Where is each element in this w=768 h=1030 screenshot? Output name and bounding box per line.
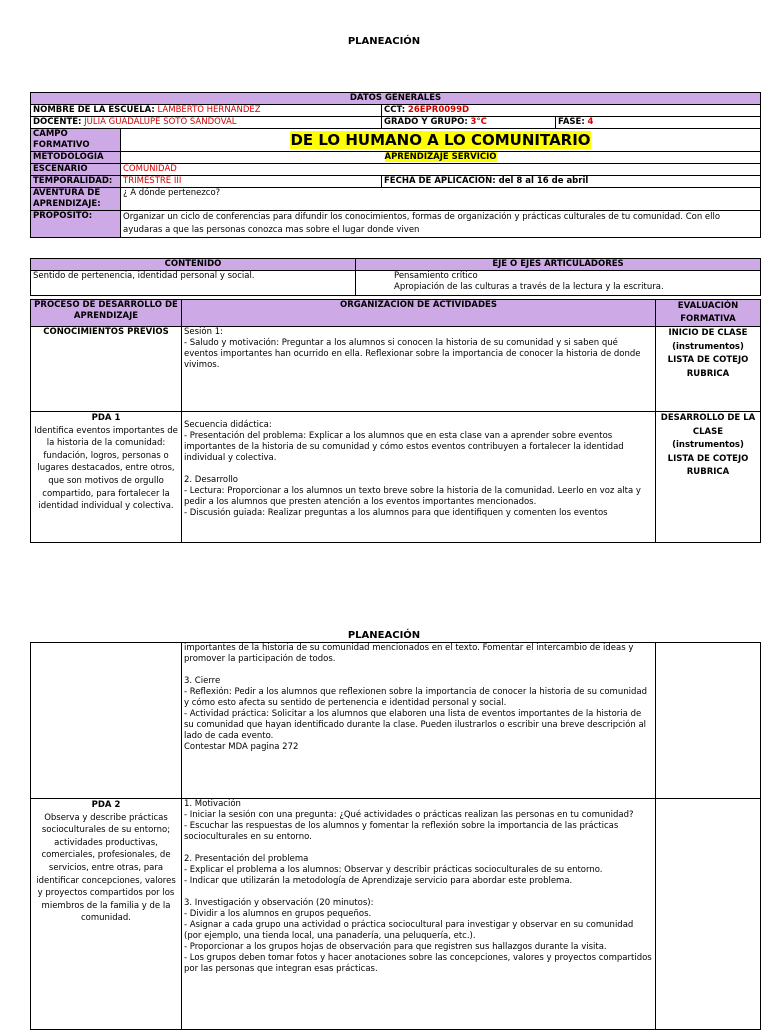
contenido-header: CONTENIDO [31, 259, 356, 271]
conocimientos-label: CONOCIMIENTOS PREVIOS [31, 327, 182, 412]
pda2-eval-cell [656, 799, 761, 1030]
ejes-header: EJE O EJES ARTICULADORES [356, 259, 761, 271]
temporalidad-label: TEMPORALIDAD: [31, 176, 121, 188]
pda2-activities: 1. Motivación - Iniciar la sesión con una pregunta: ¿Qué actividades o prácticas realizan las personas en tu comunidad? - Escuchar las respuestas de los alumnos y fomentar la reflexión sobre la importancia de las prácticas socioculturales en su entorno. 2. Presentación del problema - Explicar el problema a los alumnos: Observar y describir prácticas socioculturales de su entorno. - Indicar que utilizarán la metodología de Aprendizaje servicio para abordar este problema. 3. Investigación y observación (20 minutos): - Dividir a los alumnos en grupos pequeños. - Asignar a cada grupo una actividad o práctica sociocultural para investigar y observar en su comunidad (por ejemplo, una tienda local, una panadería, una peluquería, etc.). - Proporcionar a los grupos hojas de observación para que registren sus hallazgos durante la visita. - Los grupos deben tomar fotos y hacer anotaciones sobre las concepciones, valores y proyectos compartidos por las personas que integran esas prácticas. [182, 799, 656, 1030]
fecha-cell: FECHA DE APLICACIÓN: del 8 al 16 de abril [382, 176, 761, 188]
eje-2: Apropiación de las culturas a través de la lectura y la escritura. [394, 282, 664, 292]
aventura-label: AVENTURA DE APRENDIZAJE: [31, 188, 121, 211]
ejes-cell [356, 271, 761, 296]
campo-value: DE LO HUMANO A LO COMUNITARIO [290, 130, 591, 149]
proposito-label: PROPÓSITO: [31, 211, 121, 238]
page-title: PLANEACIÓN [347, 36, 421, 47]
general-data-table [30, 92, 761, 238]
aventura-value: ¿ A dónde pertenezco? [121, 188, 761, 211]
contenido-table [30, 258, 761, 296]
pda2-title: PDA 2 [91, 800, 121, 810]
evaluacion-header: EVALUACIÓN FORMATIVA [656, 300, 761, 327]
campo-label: CAMPO FORMATIVO [31, 129, 121, 152]
pda1-title: PDA 1 [91, 413, 121, 423]
pda2-cell [31, 799, 182, 1030]
datos-generales-header: DATOS GENERALES [31, 93, 761, 105]
escenario-label: ESCENARIO [31, 164, 121, 176]
fecha-value: del 8 al 16 de abril [498, 176, 589, 186]
metodologia-cell [121, 152, 761, 164]
fase-value: 4 [587, 117, 594, 127]
secuencia-text: Secuencia didáctica: - Presentación del problema: Explicar a los alumnos que en esta clase van a aprender sobre eventos importantes de la historia de su comunidad y cómo estos eventos contribuyen a fortalecer la identidad individual y colectiva. 2. Desarrollo - Lectura: Proporcionar a los alumnos un texto breve sobre la historia de la comunidad. Leerlo en voz alta y pedir a los alumnos que presten atención a los eventos importantes mencionados. - Discusión guiada: Realizar preguntas a los alumnos para que identifiquen y comenten los eventos [182, 412, 656, 543]
activities-table-continued [30, 642, 761, 1030]
contenido-value: Sentido de pertenencia, identidad personal y social. [31, 271, 356, 296]
page2-title: PLANEACIÓN [347, 630, 421, 641]
pda1-text: Identifica eventos importantes de la historia de la comunidad: fundación, logros, personas o lugares destacados, entre otros, que son motivos de orgullo compartido, para fortalecer la identidad individual y colectiva. [34, 425, 178, 512]
docente-cell: DOCENTE: JULIA GUADALUPE SOTO SANDOVAL [31, 117, 382, 129]
proceso-header: PROCESO DE DESARROLLO DE APRENDIZAJE [31, 300, 182, 327]
pda2-text: Observa y describe prácticas socioculturales de su entorno; actividades productivas, comerciales, profesionales, de servicios, entre otras, para identificar concepciones, valores y proyectos compartidos por los miembros de la familia y de la comunidad. [36, 812, 176, 924]
empty-eval-cell [656, 643, 761, 799]
proposito-value: Organizar un ciclo de conferencias para difundir los conocimientos, formas de organización y prácticas culturales de tu comunidad. Con ello ayudaras a que las personas conozca mas sobre el lugar donde viven [121, 211, 761, 238]
escenario-value: COMUNIDAD [121, 164, 761, 176]
escuela-value: LAMBERTO HERNANDEZ [157, 105, 261, 115]
activities-table [30, 299, 761, 543]
inicio-eval: INICIO DE CLASE (instrumentos) LISTA DE COTEJO RUBRICA [656, 327, 761, 412]
temporalidad-value: TRIMESTRE III [121, 176, 382, 188]
cct-cell: CCT: 26EPR0099D [382, 105, 761, 117]
metodologia-label: METODOLOGÍA [31, 152, 121, 164]
desarrollo-eval: DESARROLLO DE LA CLASE (instrumentos) LISTA DE COTEJO RUBRICA [656, 412, 761, 543]
empty-proceso-cell [31, 643, 182, 799]
grado-cell: GRADO Y GRUPO: 3°C [382, 117, 556, 129]
cct-value: 26EPR0099D [407, 105, 470, 115]
sesion-text: Sesión 1: - Saludo y motivación: Preguntar a los alumnos si conocen la historia de su comunidad y si saben qué eventos importantes han ocurrido en ella. Reflexionar sobre la importancia de conocer la historia de donde vivimos. [182, 327, 656, 412]
metodologia-value: APRENDIZAJE SERVICIO [384, 152, 497, 162]
campo-value-cell [121, 129, 761, 152]
pda1-cell [31, 412, 182, 543]
fase-cell: FASE: 4 [556, 117, 761, 129]
organizacion-header: ORGANIZACIÓN DE ACTIVIDADES [182, 300, 656, 327]
docente-value: JULIA GUADALUPE SOTO SANDOVAL [84, 117, 237, 127]
eje-1: Pensamiento crítico [394, 271, 478, 281]
grado-value: 3°C [470, 117, 487, 127]
escuela-cell: NOMBRE DE LA ESCUELA: LAMBERTO HERNANDEZ [31, 105, 382, 117]
continuation-text: importantes de la historia de su comunidad mencionados en el texto. Fomentar el intercambio de ideas y promover la participación de todos. 3. Cierre - Reflexión: Pedir a los alumnos que reflexionen sobre la importancia de conocer la historia de su comunidad y cómo esto afecta su sentido de pertenencia e identidad personal y social. - Actividad práctica: Solicitar a los alumnos que elaboren una lista de eventos importantes de la historia de su comunidad que hayan identificado durante la clase. Pueden ilustrarlos o escribir una breve descripción al lado de cada evento. Contestar MDA pagina 272 [182, 643, 656, 799]
